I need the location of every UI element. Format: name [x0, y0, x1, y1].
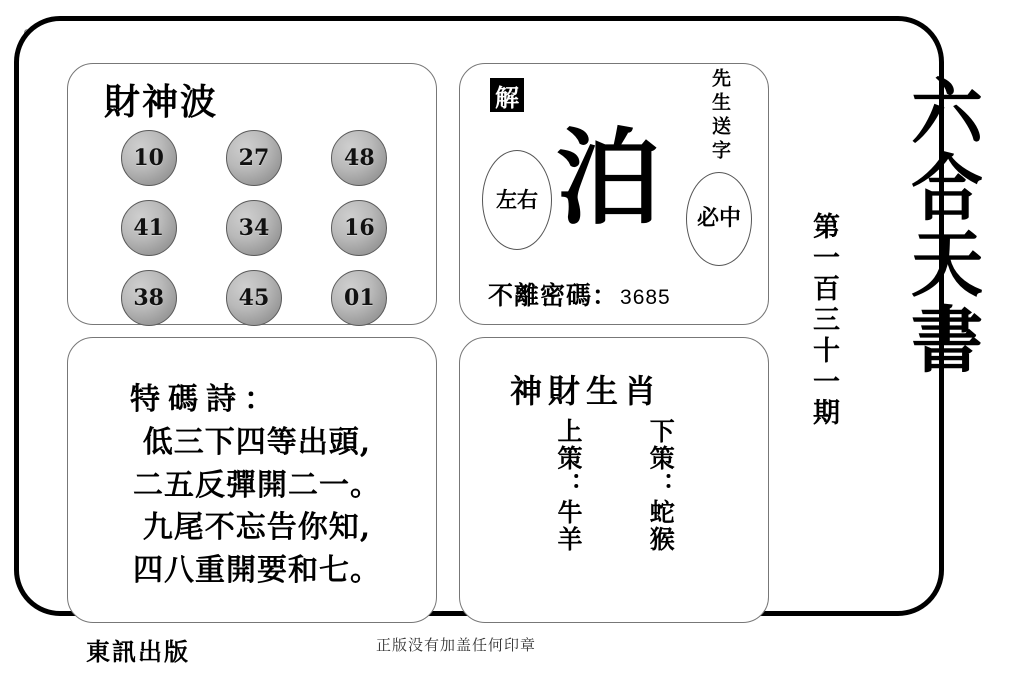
lottery-ball: 41	[121, 200, 177, 256]
jie-badge: 解	[490, 78, 524, 112]
issue-number: 第一百三十一期	[808, 212, 839, 429]
zodiac-columns	[460, 418, 768, 598]
poem-line: 二五反彈開二一。	[133, 467, 381, 503]
authenticity-notice: 正版没有加盖任何印章	[376, 636, 537, 654]
zuoyou-oval: 左右	[482, 150, 552, 250]
secret-code-value: 3685	[620, 286, 671, 309]
lottery-ball: 01	[331, 270, 387, 326]
jie-panel	[459, 63, 769, 325]
poem-line: 四八重開要和七。	[133, 552, 381, 588]
caishenbo-ball-grid	[96, 130, 412, 326]
lottery-ball: 10	[121, 130, 177, 186]
lottery-ball: 45	[226, 270, 282, 326]
must-hit-oval: 必中	[686, 172, 752, 266]
teacher-note: 先生送字	[709, 68, 731, 164]
book-title: 六合天書	[899, 74, 984, 378]
poem-line: 低三下四等出頭,	[142, 425, 372, 460]
secret-code-row	[488, 276, 671, 312]
publisher-name: 東訊出版	[86, 637, 190, 666]
caishenbo-panel	[67, 63, 437, 325]
lottery-ball: 27	[226, 130, 282, 186]
featured-character: 泊	[556, 116, 661, 239]
poem-panel	[67, 337, 437, 623]
zodiac-panel	[459, 337, 769, 623]
zodiac-column: 上策：牛羊	[554, 418, 583, 553]
zodiac-title: 神財生肖	[510, 372, 663, 410]
lottery-ball: 38	[121, 270, 177, 326]
lottery-ball: 48	[331, 130, 387, 186]
secret-code-label: 不離密碼：	[488, 281, 619, 310]
lottery-ball: 34	[226, 200, 282, 256]
zodiac-column: 下策：蛇猴	[646, 418, 676, 553]
lottery-ball: 16	[331, 200, 387, 256]
poem-line: 九尾不忘告你知,	[142, 510, 372, 546]
outer-frame	[14, 16, 944, 616]
poem-title: 特碼詩：	[130, 382, 282, 417]
poem-body	[112, 422, 402, 592]
caishenbo-title: 財神波	[104, 81, 219, 123]
